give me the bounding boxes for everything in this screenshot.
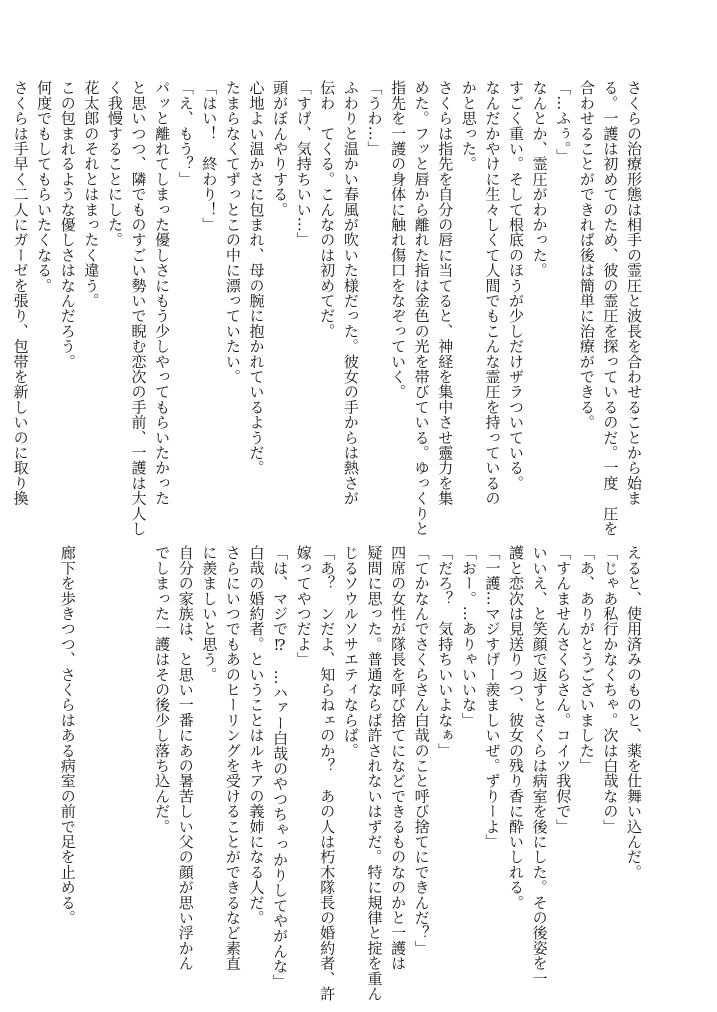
text-column: ふわりと温かい春風が吹いた様だった。彼女の手からは熱さが — [341, 80, 360, 506]
text-column: 「すんませんさくらさん。コイツ我侭で」 — [554, 545, 573, 834]
text-column: 指先を一護の身体に触れ傷口をなぞっていく。 — [389, 80, 408, 400]
text-column: 花太郎のそれとはまったく違う。 — [82, 80, 101, 308]
text-column: 四席の女性が隊長を呼び捨てになどできるものなのかと一護は — [389, 545, 408, 971]
text-column: 頭がぼんやりする。 — [271, 80, 290, 217]
text-column: さくらは手早く二人にガーゼを張り、包帯を新しいのに取り換 — [11, 80, 30, 506]
text-column: 白哉の婚約者。ということはルキアの義姉になる人だ。 — [247, 545, 266, 925]
text-column: に羨ましいと思う。 — [200, 545, 219, 682]
text-column: く我慢することにした。 — [105, 80, 124, 248]
text-column: 「すげ、気持ちいい…」 — [294, 80, 313, 248]
text-column: すごく重い。そして根底のほうが少しだけザラついている。 — [507, 80, 526, 491]
text-column: いいえ、と笑顔で返すとさくらは病室を後にした。その後姿を一 — [530, 545, 549, 986]
text-column: かと思った。 — [459, 80, 478, 172]
text-column: 「てかなんでさくらさん白哉のこと呼び捨てにできんだ？」 — [412, 545, 431, 956]
text-column: 疑問に思った。普通ならば許されないはずだ。特に規律と掟を重ん — [365, 545, 384, 1001]
text-column: 「え、もう？」 — [176, 80, 195, 187]
text-column: 伝わ てくる。こんなのは初めてだ。 — [318, 80, 337, 339]
text-column: 「あ？ ンだよ、知らねェのか？ あの人は朽木隊長の婚約者、許 — [318, 545, 337, 1001]
text-column: 嫁ってやつだよ」 — [294, 545, 313, 667]
text-column: 「は、マジで⁉ …ハァー白哉のやつちゃっかりしてやがんな」 — [271, 545, 290, 989]
text-column: えると、使用済みのものと、薬を仕舞い込んだ。 — [625, 545, 643, 880]
text-column: なんとか、霊圧がわかった。 — [530, 80, 549, 278]
text-column: 何度でもしてもらいたくなる。 — [35, 80, 54, 293]
text-column: 心地よい温かさに包まれ、母の腕に抱かれているようだ。 — [247, 80, 266, 476]
blank-column — [102, 545, 126, 945]
text-column: パッと離れてしまった優しさにもう少しやってもらいたかった — [153, 80, 172, 506]
text-column: 「一護…マジすげー羨ましいぜ。ずりーよ」 — [483, 545, 502, 849]
text-column: 廊下を歩きつつ、さくらはある病室の前で足を止める。 — [58, 545, 77, 925]
text-column: 自分の家族は、と思い一番にあの暑苦しい父の顔が思い浮かん — [176, 545, 195, 971]
lower-text-block — [58, 545, 645, 1001]
text-column: 「だろ？ 気持ちいいよなぁ」 — [436, 545, 455, 758]
text-column: じるソウルソサエティならば。 — [341, 545, 360, 758]
blank-column — [126, 545, 150, 945]
text-column: 「うわ…」 — [365, 80, 384, 156]
text-column: さくらの治療形態は相手の霊圧と波長を合わせることから始ま — [625, 80, 643, 506]
text-column: 「おー。…ありゃいいな」 — [459, 545, 478, 728]
text-column: 合わせることができれば後は簡単に治療ができる。 — [577, 80, 596, 430]
text-column: めた。フッと唇から離れた指は金色の光を帯びている。ゆっくりと — [412, 80, 431, 536]
text-column: 護と恋次は見送りつつ、彼女の残り香に酔いしれる。 — [507, 545, 526, 910]
text-column: さくらは指先を自分の唇に当てると、神経を集中させ靈力を集 — [436, 80, 455, 506]
blank-column — [79, 545, 103, 945]
text-column: 「…ふぅ。」 — [554, 80, 573, 164]
text-column: たまらなくてずっとこの中に漂っていたい。 — [223, 80, 242, 384]
text-column: 「じゃあ私行かなくちゃ。次は白哉なの」 — [601, 545, 620, 834]
text-column: る。一護は初めてのため、彼の霊圧を探っているのだ。一度 圧を — [601, 80, 620, 536]
text-column: この包まれるような優しさはなんだろう。 — [58, 80, 77, 369]
text-column: 「あ、ありがとうございました」 — [577, 545, 596, 773]
text-column: なんだかやけに生々しくて人間でもこんな霊圧を持っているの — [483, 80, 502, 506]
text-column: さらにいつでもあのヒーリングを受けることができるなど素直 — [223, 545, 242, 971]
text-column: と思いつつ、隣でものすごい勢いで睨む恋次の手前、一護は大人し — [129, 80, 148, 536]
upper-text-block — [11, 80, 645, 536]
text-column: 「はい！ 終わり！」 — [200, 80, 219, 232]
text-column: でしまった一護はその後少し落ち込んだ。 — [153, 545, 172, 834]
